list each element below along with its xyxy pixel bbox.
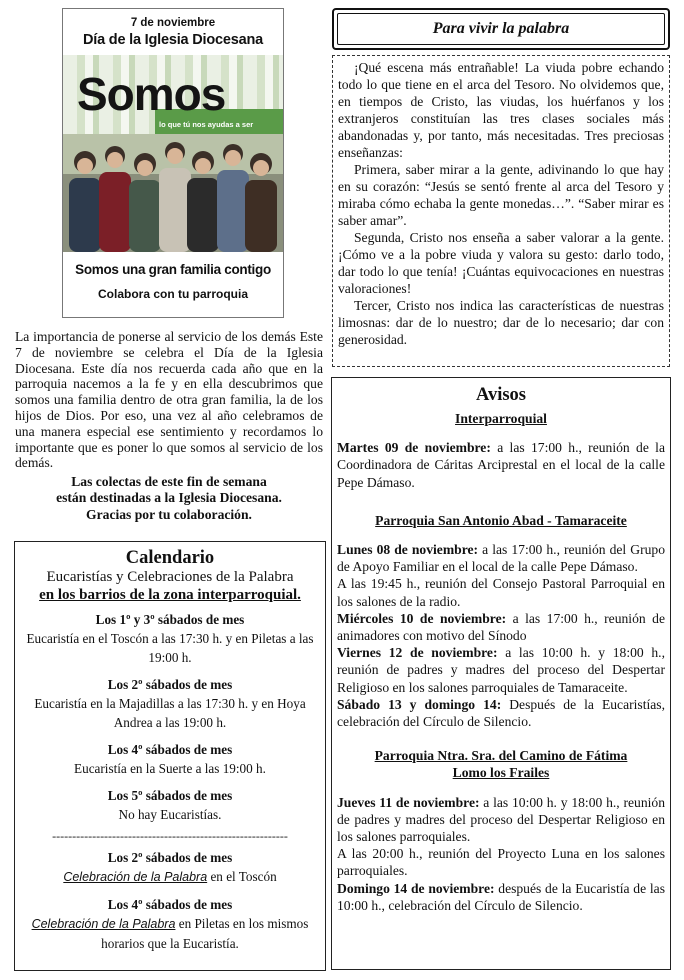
calendar-block-heading: Los 5º sábados de mes — [107, 788, 233, 803]
celebration-label: Celebración de la Palabra — [63, 870, 208, 884]
collection-notice — [15, 474, 323, 523]
notice-item — [337, 644, 665, 696]
poster-date: 7 de noviembre — [130, 17, 216, 29]
notice-date: Viernes 12 de noviembre: — [337, 645, 498, 661]
notice-date: Domingo 14 de noviembre: — [337, 880, 495, 896]
collection-line-2: están destinadas a la Iglesia Diocesana. — [56, 490, 282, 506]
calendar-box — [14, 541, 326, 971]
calendar-subtitle: Eucaristías y Celebraciones de la Palabra — [46, 569, 294, 585]
celebration-label: Celebración de la Palabra — [31, 917, 176, 931]
notice-item — [337, 845, 665, 879]
calendar-block-text: Eucaristía en la Majadillas a las 17:30 h. y en Hoya Andrea a las 19:00 h. — [34, 696, 306, 730]
notice-item — [337, 880, 665, 914]
reflection-paragraph: Primera, saber mirar a la gente, adivinando lo que hay en su corazón: “Jesús se sentó frente al arca del Tesoro y miraba cómo echaba la gente monedas…”. “Saber mirar es saber amar”. — [338, 162, 664, 228]
notices-section-heading-line-1: Parroquia Ntra. Sra. del Camino de Fátima — [374, 748, 628, 764]
notices-section-heading: Parroquia San Antonio Abad - Tamaraceite — [375, 512, 627, 528]
notice-text: A las 20:00 h., reunión del Proyecto Luna en los salones parroquiales. — [337, 846, 665, 879]
notices-title: Avisos — [475, 385, 527, 405]
notices-box — [331, 377, 671, 970]
notices-section-heading — [337, 747, 665, 781]
notice-text: después de la Eucaristía de las 10:00 h., celebración del Círculo de Silencio. — [337, 880, 665, 913]
notice-item — [337, 794, 665, 846]
calendar-title: Calendario — [125, 548, 215, 568]
poster-brand: Somos — [77, 68, 226, 120]
word-section-title-text: Para vivir la palabra — [432, 20, 570, 37]
notice-text: a las 17:00 h., reunión de animadores con motivo del Sínodo — [337, 610, 665, 644]
collection-line-3: Gracias por tu colaboración. — [86, 506, 252, 522]
calendar-block-heading: Los 4º sábados de mes — [107, 897, 233, 912]
word-reflection-box — [332, 55, 670, 367]
notice-item — [337, 696, 665, 730]
notice-item — [337, 541, 665, 575]
calendar-subtitle-zone: en los barrios de la zona interparroquial. — [39, 587, 301, 603]
notice-date: Lunes 08 de noviembre: — [337, 542, 479, 558]
calendar-block-text: No hay Eucaristías. — [118, 807, 222, 822]
word-section-title — [332, 8, 670, 50]
notice-text: a las 17:00 h., reunión del Grupo de Apoyo Familiar en el local de la calle Pepe Dámaso. — [337, 542, 665, 575]
calendar-block — [21, 740, 319, 778]
calendar-block-text — [21, 914, 319, 953]
notice-text: a las 10:00 h. y 18:00 h., reunión de padres y madres del proceso del Despertar Religioso en los salones parroquiales. — [337, 794, 665, 845]
calendar-block-heading: Los 4º sábados de mes — [107, 742, 233, 757]
notice-date: Martes 09 de noviembre: — [337, 440, 491, 456]
poster-tagline: lo que tú nos ayudas a ser — [159, 120, 254, 129]
calendar-separator: ----------------------------------------------------------- — [52, 830, 288, 842]
notice-date: Miércoles 10 de noviembre: — [337, 610, 507, 626]
notices-section-heading: Interparroquial — [455, 411, 547, 426]
notice-item — [337, 439, 665, 491]
poster-call-to-action: Colabora con tu parroquia — [97, 287, 248, 301]
intro-paragraph — [15, 329, 323, 471]
reflection-paragraph: Segunda, Cristo nos enseña a saber valorar a la gente. ¡Cómo ve a la pobre viuda y valora su gesto: darlo todo, dar todo lo que tenía! ¡Cuántas equivocaciones en nuestras valoraciones! — [338, 230, 664, 296]
notice-text: a las 10:00 h. y 18:00 h., reunión de padres y madres del proceso del Despertar Religioso en los salones parroquiales de Tamaraceite. — [337, 645, 665, 695]
collection-line-1: Las colectas de este fin de semana — [71, 474, 267, 489]
calendar-block-text — [21, 867, 319, 887]
reflection-paragraph: ¡Qué escena más entrañable! La viuda pobre echando todo lo que tiene en el arca del Tesoro. No olvidemos que, en tiempos de Cristo, las viudas, los huérfanos y los extranjeros constituían las tres clases sociales más abandonadas y, por tanto, más necesitadas. Tres preciosas enseñanzas: — [338, 60, 664, 160]
calendar-block-heading: Los 2º sábados de mes — [107, 677, 233, 692]
notice-date: Sábado 13 y domingo 14: — [337, 696, 502, 712]
calendar-block-text: Eucaristía en el Toscón a las 17:30 h. y en Piletas a las 19:00 h. — [26, 631, 314, 665]
notice-item — [337, 610, 665, 644]
poster-slogan: Somos una gran familia contigo — [75, 262, 271, 277]
calendar-block — [21, 786, 319, 824]
notice-date: Jueves 11 de noviembre: — [337, 794, 480, 810]
notice-text: a las 17:00 h., reunión de la Coordinadora de Cáritas Arciprestal en el local de la calle Pepe Dámaso. — [337, 440, 665, 490]
calendar-block-text: Eucaristía en la Suerte a las 19:00 h. — [74, 761, 266, 776]
celebration-place: en Piletas en los mismos horarios que la Eucaristía. — [101, 916, 309, 951]
calendar-block — [21, 895, 319, 953]
calendar-block — [21, 675, 319, 732]
calendar-block — [21, 848, 319, 887]
reflection-paragraph: Tercer, Cristo nos indica las características de nuestras limosnas: dar de lo nuestro; dar de lo necesario; dar con generosidad. — [338, 298, 664, 347]
notices-section-heading-line-2: Lomo los Frailes — [452, 765, 550, 781]
diocesan-day-poster — [62, 8, 284, 318]
notice-text: A las 19:45 h., reunión del Consejo Pastoral Parroquial en los salones de la radio. — [337, 576, 665, 609]
calendar-block-heading: Los 2º sábados de mes — [107, 850, 233, 865]
notice-item — [337, 575, 665, 609]
celebration-place: en el Toscón — [207, 869, 277, 884]
poster-people-photo — [63, 134, 283, 252]
poster-title: Día de la Iglesia Diocesana — [83, 32, 263, 48]
intro-text: La importancia de ponerse al servicio de los demás Este 7 de noviembre se celebra el Día de la Iglesia Diocesana. Este día nos recuerda cada año que en la parroquia nacemos a la fe y en ella descubrimos que somos una familia dentro de otra gran familia, la de los hijos de Dios. Por eso, una vez al año celebramos de una manera especial ese sentimiento y recordamos lo importante que es poner lo que somos al servicio de los demás. — [15, 329, 323, 471]
calendar-block — [21, 610, 319, 667]
notice-text: Después de la Eucaristías, celebración del Círculo de Silencio. — [337, 696, 665, 730]
calendar-block-heading: Los 1º y 3º sábados de mes — [95, 612, 245, 627]
